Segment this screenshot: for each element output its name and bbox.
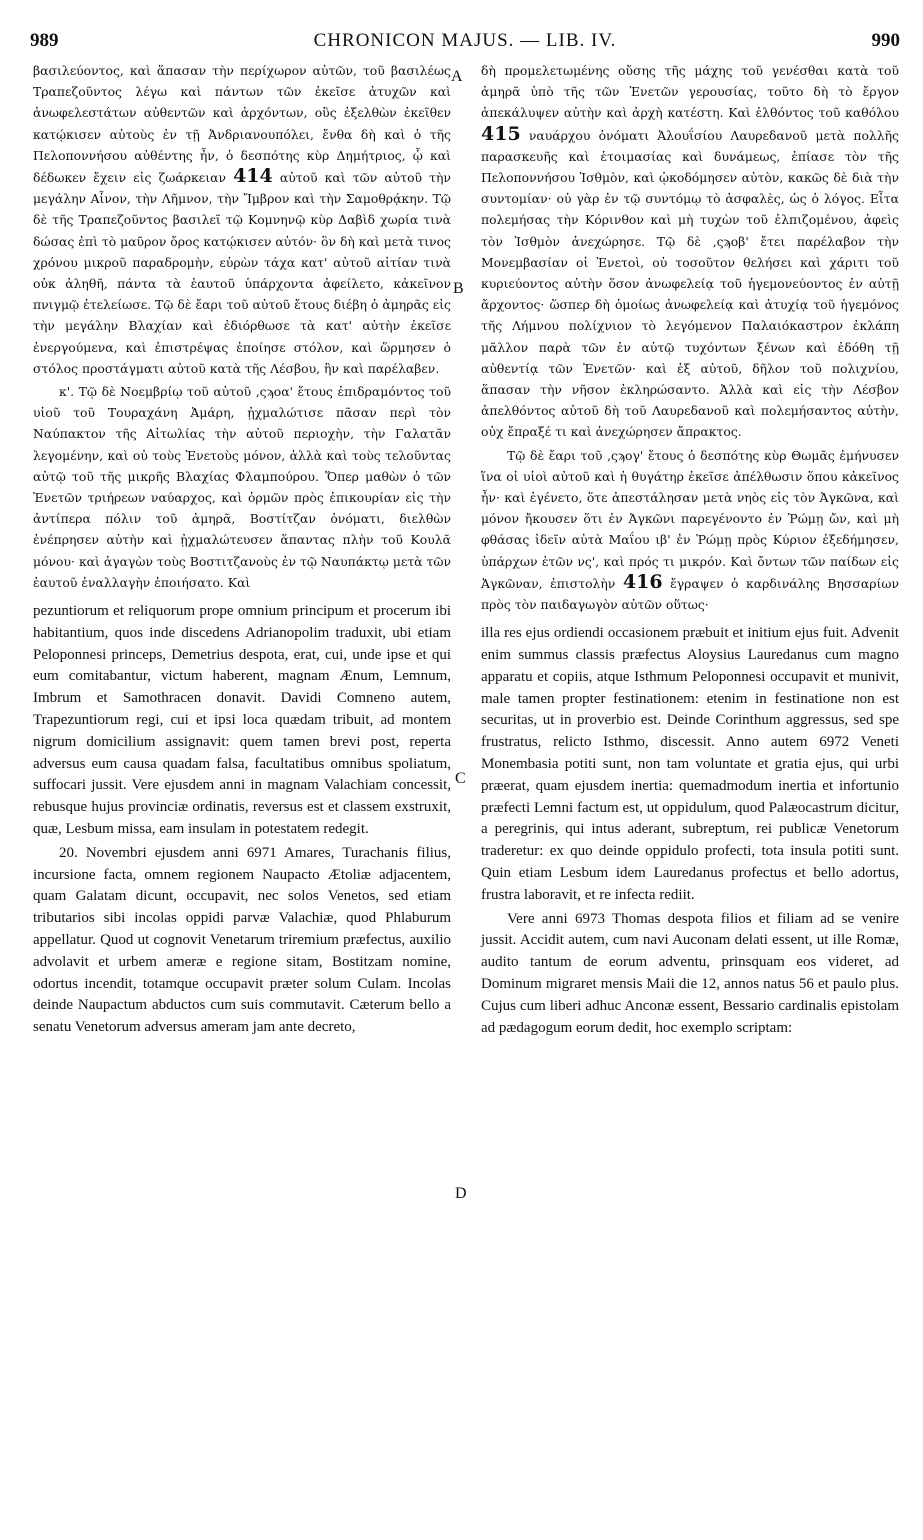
section-number-416: 416 bbox=[622, 570, 663, 593]
section-number-414: 414 bbox=[233, 165, 273, 188]
greek-paragraph-4 bbox=[481, 445, 899, 616]
greek-paragraph-3 bbox=[481, 60, 899, 443]
page-number-left: 989 bbox=[30, 30, 59, 51]
margin-marker-c: C bbox=[455, 770, 466, 787]
running-title: CHRONICON MAJUS. — LIB. IV. bbox=[313, 30, 617, 51]
latin-paragraph-4: Vere anni 6973 Thomas despota filios et filiam ad se venire jussit. Accidit autem, cum navi Auconam delati essent, ut ille Romæ, audito tantum de eorum adventu, prinsquam eos videret, ad Dominum migraret mensis Maii die 12, annos natus 56 et paulo plus. Cujus cum liberi adhuc Anconæ essent, Bessario cardinalis epistolam ad pædagogum eorum dedit, hoc exemplo scriptam: bbox=[481, 910, 899, 1036]
latin-paragraph-1: pezuntiorum et reliquorum prope omnium principum et procerum ibi habitantium, quos inde discedens Adrianopolim traduxit, ubi etiam Peloponnesi princeps, Demetrius despota, erat, cui, unde ipse et qui eum comitabantur, victum haberent, magnam Ænum, Lemnum, Imbrum et Samothracen donavit. Davidi Comneno autem, Trapezuntiorum regi, cui et ipsi loca quædam tribuit, ad montem nigrum domicilium assignavit: quem tamen brevi post, reperta adversus eum causa quadam falsa, facultatibus omnibus spoliatum, suffocari jussit. Vere ejusdem anni in magnam Valachiam concessit, rebusque hujus provinciæ ordinatis, reversus est et classem exstruxit, quæ, Lesbum missa, eam insulam in potestatem redegit. bbox=[33, 603, 451, 838]
greek-text-3b: ναυάρχου ὀνόματι Ἀλουΐσίου Λαυρεδανοῦ μετὰ πολλῆς παρασκευῆς καὶ ἑτοιμασίας καὶ δυνάμεως, ἐπίασε τὸν τῆς Πελοποννήσου Ἰσθμὸν, καὶ ᾠκοδόμησεν αὐτὸν, κακῶς δὲ διὰ τὴν συντομίαν· οὐ γὰρ ἐν τῷ συντόμῳ τὸ ἀσφαλὲς, ὡς ὁ λόγος. Εἶτα πολεμήσας τὴν Κόρινθον καὶ μὴ τυχὼν τοῦ ἐλπιζομένου, ἀφεὶς τὸν Ἰσθμὸν ἀνεχώρησε. Τῷ δὲ ‚ςϡοβ' ἔτει παρέλαβον τὴν Μονεμβασίαν οἱ Ἐνετοὶ, οὐ τοσοῦτον θελήσει καὶ χάριτι τοῦ κυριεύοντος αὐτὴν ὅσον ἀνωφελείᾳ τοῦ ἡγεμονεύοντος ἐν αὐτῇ ἄρχοντος· ὥσπερ δὴ ὁμοίως ἀνωφελείᾳ καὶ ἀτυχίᾳ τοῦ ἡγεμόνος τῆς Λήμνου πολίχνιον τὸ λεγόμενον Παλαιόκαστρον ἐκλάπη μᾶλλον παρὰ τῶν ἐν αὐτῷ τυχόντων ξένων καὶ ἐδόθη τῇ αὐθεντίᾳ τῶν Ἐνετῶν· καὶ ἐξ αὐτοῦ, δῆλον τοῦ πολιχνίου, ἅπασαν τὴν νῆσον ἐκληρώσαντο. Ἀλλὰ καὶ εἰς τὴν Λέσβον ἀπελθόντος αὐτοῦ δὴ τοῦ Λαυρεδανοῦ καὶ πολεμήσαντος αὐτὴν, οὐχ ἔπραξέ τι καὶ ἀνεχώρησεν ἄπρακτος. bbox=[481, 127, 899, 440]
section-number-415: 415 bbox=[481, 122, 521, 145]
page-number-right: 990 bbox=[871, 30, 900, 51]
greek-text-4b: ἔγραψεν ὁ καρδινάλης Βησσαρίων πρὸς τὸν παιδαγωγὸν αὐτῶν οὕτως· bbox=[481, 575, 899, 613]
margin-marker-d: D bbox=[455, 1185, 467, 1202]
left-column bbox=[33, 60, 451, 1039]
greek-text-1a: βασιλεύοντος, καὶ ἅπασαν τὴν περίχωρον αὐτῶν, τοῦ βασιλέως Τραπεζοῦντος λέγω καὶ πάντων τῶν ἐκεῖσε ἀτυχῶν καὶ ἀνωφελεστάτων αὐθεντῶν καὶ ἀρχόντων, οὓς ἐξελθὼν ἐκεῖθεν κατῴκισεν αὐτοὺς ἐν τῇ Ἀνδριανουπόλει, ἔνθα δὴ καὶ ὁ τῆς Πελοποννήσου αὐθέντης ἦν, ὁ δεσπότης κὺρ Δημήτριος, ᾧ καὶ δέδωκεν ἔχειν εἰς ζωάρκειαν bbox=[33, 63, 451, 186]
greek-paragraph-1 bbox=[33, 60, 451, 379]
page-header bbox=[30, 30, 900, 54]
greek-paragraph-2: κ'. Τῷ δὲ Νοεμβρίῳ τοῦ αὐτοῦ ‚ςϡοα' ἔτους ἐπιδραμόντος τοῦ υἱοῦ τοῦ Τουραχάνη Ἀμάρη, ᾐχμαλώτισε πᾶσαν περὶ τὸν Ναύπακτον τῆς Αἰτωλίας τὴν αὐτοῦ περιοχὴν, τὴν Γαλατᾶν λεγομένην, καὶ οὐ τοὺς Ἐνετοὺς μόνον, ἀλλὰ καὶ τοὺς τελοῦντας αὐτῷ τοῦ τῆς μικρῆς Βλαχίας Φλαμπούρου. Ὅπερ μαθὼν ὁ τῶν Ἐνετῶν τριήρεων ναύαρχος, καὶ ὁρμῶν πρὸς ἐπικουρίαν εἰς τὴν ἀντίπερα πόλιν τοῦ ἀμηρᾶ, Βοστίτζαν ὀνόματι, διελθὼν ἐνέπρησεν αὐτὴν καὶ ᾐχμαλώτευσεν ἅπαντας πλὴν τοῦ Κουλᾶ μόνου· καὶ ἀγαγὼν τοὺς Βοστιτζανοὺς ἐν τῷ Ναυπάκτῳ μετὰ τῶν ἑαυτοῦ ἐναλλαγὴν ἐποιήσατο. Καὶ bbox=[33, 384, 451, 590]
margin-marker-b: B bbox=[453, 280, 464, 297]
margin-marker-a: A bbox=[451, 68, 463, 85]
latin-paragraph-3: illa res ejus ordiendi occasionem præbuit et initium ejus fuit. Advenit enim summus classis præfectus Aloysius Lauredanus cum magno apparatu et copiis, atque Isthmum Peloponnesi occupavit et munivit, male tamen propter festinationem: etenim in festinatione non est securitas, ut in proverbio est. Deinde Corinthum aggressus, sed spe frustratus, relicto Isthmo, discessit. Anno autem 6972 Veneti Monembasia potiti sunt, non tam voluntate et gratia ejus, qui urbi præerat, quam ejusdem inertia: quemadmodum inertia et infortunio præfecti Lemni factum est, ut oppidulum, quod Palæocastrum dicitur, a peregrinis, qui intus aderant, subreptum, rei publicæ Venetorum traderetur: ex quo deinde oppidulo profecti, tota insula potiti sunt. Quin etiam Lesbum idem Lauredanus profectus et bello adortus, frustra laboravit, et re infecta rediit. bbox=[481, 625, 899, 903]
greek-text-3a: δὴ προμελετωμένης οὔσης τῆς μάχης τοῦ γενέσθαι κατὰ τοῦ ἀμηρᾶ ὑπὸ τῆς τῶν Ἐνετῶν γερουσίας, τοῦτο δὴ τὸ ἔργον ἀπεκάλυψεν αὐτὴν καὶ ἀρχὴ κατέστη. Καὶ ἐλθόντος τοῦ καθόλου bbox=[481, 63, 899, 121]
latin-paragraph-2: 20. Novembri ejusdem anni 6971 Amares, Turachanis filius, incursione facta, omnem regionem Naupacto Ætoliæ adjacentem, quam Galatam dicunt, occupavit, nec solos Venetos, sed etiam tributarios sibi incolas oppidi parvæ Valachiæ, quod Phlaburum appellatur. Quod ut cognovit Venetarum triremium præfectus, auxilio advolavit et urbem ameræ e regione sitam, Bostitzam nomine, odortus incendit, totamque occupavit præter solum Culam. Incolas deinde Naupactum abductos cum suis commutavit. Cæterum bello a senatu Venetorum adversus ameram jam ante decreto, bbox=[33, 844, 451, 1036]
greek-text-1b: αὐτοῦ καὶ τῶν αὐτοῦ τὴν μεγάλην Αἶνον, τὴν Λῆμνον, τὴν Ἴμβρον καὶ τὴν Σαμοθρᾴκην. Τῷ δὲ τῆς Τραπεζοῦντος βασιλεῖ τῷ Κομνηνῷ κὺρ Δαβὶδ χωρία τινὰ δώσας ἐπὶ τὸ μαῦρον ὄρος κατῴκισεν αὐτόν· ὃν δὴ καὶ μετὰ τινος χρόνου μικροῦ παραδρομὴν, εὑρὼν τάχα κατ' αὐτοῦ αἰτίαν τινὰ οὐκ ἀληθῆ, πάντα τὰ ἑαυτοῦ ὑπάρχοντα ἀφείλετο, κἀκεῖνον πνιγμῷ ἐτελείωσε. Τῷ δὲ ἔαρι τοῦ αὐτοῦ ἔτους διέβη ὁ ἀμηρᾶς εἰς τὴν μεγάλην Βλαχίαν καὶ ἐδιόρθωσε τὰ κατ' αὐτὴν ἐκεῖσε ἐνεργούμενα, καὶ ἐπιστρέψας ἐποίησε στόλον, καὶ ὥρμησεν ὁ στόλος προστάγματι αὐτοῦ κατὰ τῆς Λέσβου, ἣν καὶ παρέλαβεν. bbox=[33, 170, 451, 376]
greek-text-4a: Τῷ δὲ ἔαρι τοῦ ‚ςϡογ' ἔτους ὁ δεσπότης κὺρ Θωμᾶς ἐμήνυσεν ἵνα οἱ υἱοὶ αὐτοῦ καὶ ἡ θυγάτηρ ἐκεῖσε ἀπέλθωσιν ὅπου κἀκεῖνος ἦν· καὶ ἐγένετο, ὅτε ἀπεστάλησαν μετὰ νηὸς εἰς τὸν Ἀγκῶνα, καὶ μόνον ἤκουσεν ὅτι ἐν Ἀγκῶνι παρεγένοντο ἐν Ῥώμῃ ὤν, καὶ μὴ φθάσας ἰδεῖν αὐτὰ Μαΐου ιβ' ἐν Ῥώμῃ πρὸς Κύριον ἐξεδήμησεν, ὑπάρχων ἐτῶν νς', καὶ πρός τι μικρόν. Καὶ ὄντων τῶν παίδων εἰς Ἀγκῶναν, ἐπιστολὴν bbox=[481, 447, 899, 591]
right-column bbox=[481, 60, 899, 1039]
